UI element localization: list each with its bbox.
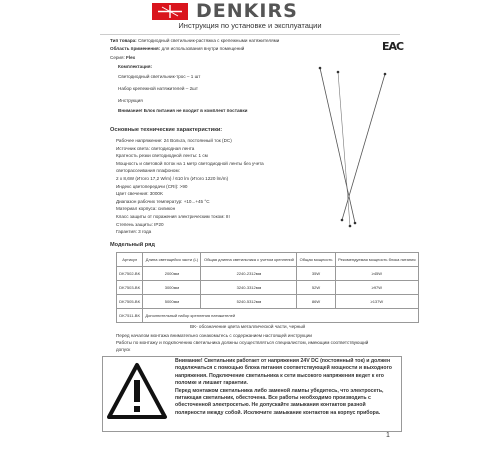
- table-header-cell: Артикул: [117, 253, 143, 267]
- table-row: [117, 295, 419, 309]
- warning-text: [175, 358, 397, 417]
- spec-line: Рабочее напряжение: 24 Вольта, постоянный ток (DC): [116, 138, 232, 143]
- specs-list: [116, 138, 264, 237]
- spec-line: Гарантия: 3 года: [116, 229, 152, 235]
- spec-line: Класс защиты от поражения электрическим током: III: [116, 213, 230, 219]
- table-cell: 5000мм: [143, 295, 201, 309]
- table-cell: DK7503-BK: [117, 281, 143, 295]
- product-illustration: [290, 58, 410, 230]
- spec-line: Материал корпуса: силикон: [116, 206, 176, 212]
- series-value: Flex: [126, 55, 136, 60]
- cable-line-2: [338, 72, 350, 226]
- warning-line: питающая светильник, обесточена. Все работы необходимо производить с: [175, 395, 371, 402]
- table-cell: ≥97W: [335, 281, 418, 295]
- mount-point: [319, 67, 322, 70]
- table-cell: DK7511-BK: [117, 309, 143, 323]
- brand-name: DENKIRS: [196, 0, 298, 22]
- application-value: для использования внутри помещений: [161, 46, 245, 51]
- warning-line: напряжения. Подключение светильника к сети высокого напряжения ведет к его: [175, 372, 384, 379]
- table-row: [117, 267, 419, 281]
- kit-label: Комплектация:: [118, 64, 153, 69]
- warning-line: Перед монтажом светильника либо заменой лампы убедитесь, что электросеть,: [175, 387, 384, 394]
- warning-line: полярности между собой. Исключите замыкание контактов на корпус прибора.: [175, 409, 381, 416]
- spec-line: Источник света: светодиодная лента: [116, 145, 195, 151]
- product-type-row: [110, 38, 279, 44]
- application-label: Область применения:: [110, 46, 161, 51]
- table-header-cell: Общая длинна светильника с учетом креплений: [201, 253, 297, 267]
- table-row: [117, 309, 419, 323]
- brand-logo-mark: [152, 3, 188, 20]
- series-row: [110, 55, 135, 61]
- table-cell: 2000мм: [143, 267, 201, 281]
- table-cell: ≥137W: [335, 295, 418, 309]
- table-cell: DK7502-BK: [117, 267, 143, 281]
- spec-line: Мощность и световой поток на 1 метр светодиодной ленты без учета: [116, 160, 264, 166]
- product-type-label: Тип товара:: [110, 38, 137, 43]
- table-cell: 3000мм: [143, 281, 201, 295]
- logo-icon: [152, 3, 188, 20]
- warning-line: Внимание! Светильник работает от напряжения 24V DC (постоянный ток) и должен: [175, 358, 391, 364]
- mount-point: [349, 225, 352, 228]
- models-title: Модельный ряд: [110, 242, 155, 248]
- table-cell: DK7505-BK: [117, 295, 143, 309]
- spec-line: 2 x 8,6W (Итого 17,2 W/m) / 610 lm (Итого 1220 lm/m): [116, 175, 229, 181]
- spec-line: Диапазон рабочих температур: +10...+45 °C: [116, 198, 210, 204]
- warning-line: подключаться с помощью блока питания соответствующей мощности и выходного: [175, 365, 392, 372]
- kit-note: Внимание! Блок питания не входит в комплект поставки: [118, 108, 248, 113]
- table-cell: ≥45W: [335, 267, 418, 281]
- header-divider: [100, 34, 400, 35]
- warning-line: поломке и лишает гарантии.: [175, 380, 248, 387]
- spec-line: Степень защиты: IP20: [116, 221, 164, 227]
- models-table: [116, 252, 419, 323]
- specs-title: Основные технические характеристики:: [110, 127, 223, 133]
- mount-point: [337, 71, 340, 74]
- series-label: Серия:: [110, 55, 125, 60]
- warning-line: обесточенной электросетью. Не допускайте замыкания контактов разной: [175, 402, 366, 409]
- cable-line-3: [342, 74, 385, 220]
- mount-point: [354, 222, 357, 225]
- page-number: 1: [386, 432, 390, 439]
- document-title: Инструкция по установке и эксплуатации: [178, 21, 322, 30]
- spec-line: светорассеивания плафоном:: [116, 168, 180, 174]
- mount-point: [384, 73, 387, 76]
- spec-line: Цвет свечения: 3000K: [116, 191, 164, 197]
- table-header-cell: Рекомендуемая мощность блока питания: [335, 253, 418, 267]
- table-row: [117, 281, 419, 295]
- table-cell: 86W: [297, 295, 335, 309]
- note-line: Работы по монтажу и подключению светильника должны осуществляться специалистом, имеющим соответствующий: [116, 340, 369, 345]
- note-line: Перед началом монтажа внимательно ознакомьтесь с содержанием настоящей инструкции: [116, 333, 312, 338]
- kit-item: Набор крепежной натяжителей – 2шт: [118, 86, 198, 91]
- note-line: допуск: [116, 347, 131, 352]
- eac-cert-mark: EAC: [382, 40, 404, 53]
- table-footnote: BK- обозначение цвета металлической части, черный: [190, 324, 306, 329]
- application-row: [110, 46, 244, 52]
- table-cell: 3240-3312мм: [201, 281, 297, 295]
- spec-line: Кратность резки светодиодной ленты: 1 см: [116, 153, 208, 159]
- table-header-row: [117, 253, 419, 267]
- warning-icon: [106, 362, 168, 420]
- spec-line: Индекс цветопередачи (CRI): >90: [116, 183, 188, 189]
- table-header-cell: Длина светящейся части (L): [143, 253, 201, 267]
- table-cell: 2240-2312мм: [201, 267, 297, 281]
- kit-item: Светодиодный светильник-трос – 1 шт: [118, 74, 201, 79]
- table-header-cell: Общая мощность: [297, 253, 335, 267]
- product-type-value: Светодиодный светильник-растяжка с крепежными натяжителями: [138, 38, 280, 43]
- table-cell: 5240-5312мм: [201, 295, 297, 309]
- table-cell: 35W: [297, 267, 335, 281]
- mount-point: [341, 219, 344, 222]
- cable-line-1: [320, 68, 355, 223]
- table-cell: Дополнительный набор крепления натяжителей: [143, 309, 419, 323]
- table-cell: 52W: [297, 281, 335, 295]
- kit-item: Инструкция: [118, 98, 143, 103]
